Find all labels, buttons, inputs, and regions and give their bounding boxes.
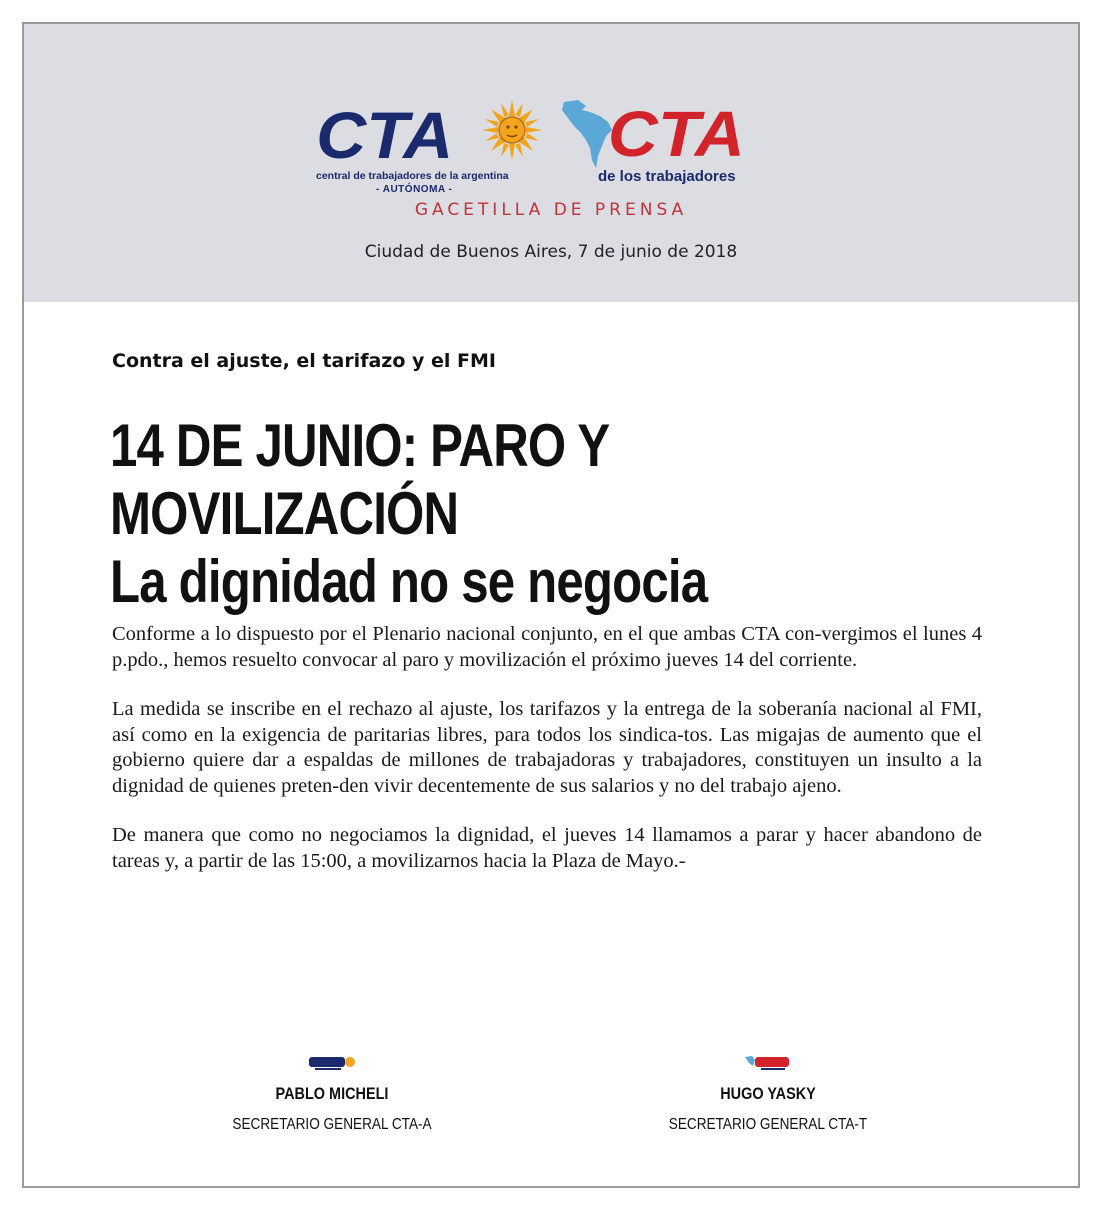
headline-line-2: La dignidad no se negocia bbox=[110, 548, 708, 615]
headline-line-1: 14 DE JUNIO: PARO Y MOVILIZACIÓN bbox=[110, 412, 609, 547]
signature-block-micheli bbox=[182, 1054, 482, 1134]
article-headline bbox=[110, 412, 848, 616]
cta-a-mini-logo-icon bbox=[307, 1054, 357, 1072]
signer-role: SECRETARIO GENERAL CTA-A bbox=[232, 1116, 432, 1133]
cta-autonoma-logo bbox=[314, 96, 544, 196]
cta-t-wordmark-graphic bbox=[556, 96, 796, 170]
press-release-label: GACETILLA DE PRENSA bbox=[414, 200, 688, 220]
article-body bbox=[112, 622, 982, 898]
signer-name: PABLO MICHELI bbox=[275, 1084, 389, 1103]
body-paragraph: De manera que como no negociamos la dignidad, el jueves 14 llamamos a parar y hacer abandono de tareas y, a partir de las 15:00, a movilizarnos hacia la Plaza de Mayo.- bbox=[112, 824, 982, 872]
body-paragraph: La medida se inscribe en el rechazo al ajuste, los tarifazos y la entrega de la soberanía nacional al FMI, así como en la exigencia de paritarias libres, para todos los sindica-tos. Las migajas de aumento que el gobierno quiere dar a espaldas de millones de trabajadoras y trabajadores, constituyen un insulto a la dignidad de quienes preten-den vivir decentemente de sus salarios y no del trabajo ajeno. bbox=[112, 698, 982, 797]
article-subtitle: Contra el ajuste, el tarifazo y el FMI bbox=[112, 350, 496, 372]
logos-row bbox=[24, 96, 1078, 196]
signer-role: SECRETARIO GENERAL CTA-T bbox=[668, 1116, 868, 1133]
cta-a-subtitle-autonoma: - AUTÓNOMA - bbox=[376, 184, 453, 195]
press-release-page bbox=[22, 22, 1080, 1188]
cta-t-subtitle: de los trabajadores bbox=[598, 168, 736, 185]
body-paragraph: Conforme a lo dispuesto por el Plenario nacional conjunto, en el que ambas CTA con-vergimos el lunes 4 p.pdo., hemos resuelto convocar al paro y movilización el próximo jueves 14 del corriente. bbox=[112, 623, 982, 671]
latin-america-map-icon bbox=[562, 100, 612, 168]
dateline: Ciudad de Buenos Aires, 7 de junio de 2018 bbox=[364, 242, 738, 262]
sun-of-may-icon bbox=[482, 100, 542, 160]
cta-a-subtitle: central de trabajadores de la argentina bbox=[316, 170, 509, 182]
cta-a-wordmark: CTA bbox=[316, 99, 454, 170]
header-band bbox=[24, 24, 1078, 302]
cta-t-wordmark: CTA bbox=[607, 99, 745, 170]
signature-block-yasky bbox=[618, 1054, 918, 1134]
cta-a-wordmark-graphic bbox=[314, 96, 544, 170]
cta-trabajadores-logo bbox=[556, 96, 796, 196]
cta-t-mini-logo-icon bbox=[743, 1054, 793, 1072]
signer-name: HUGO YASKY bbox=[720, 1084, 816, 1103]
